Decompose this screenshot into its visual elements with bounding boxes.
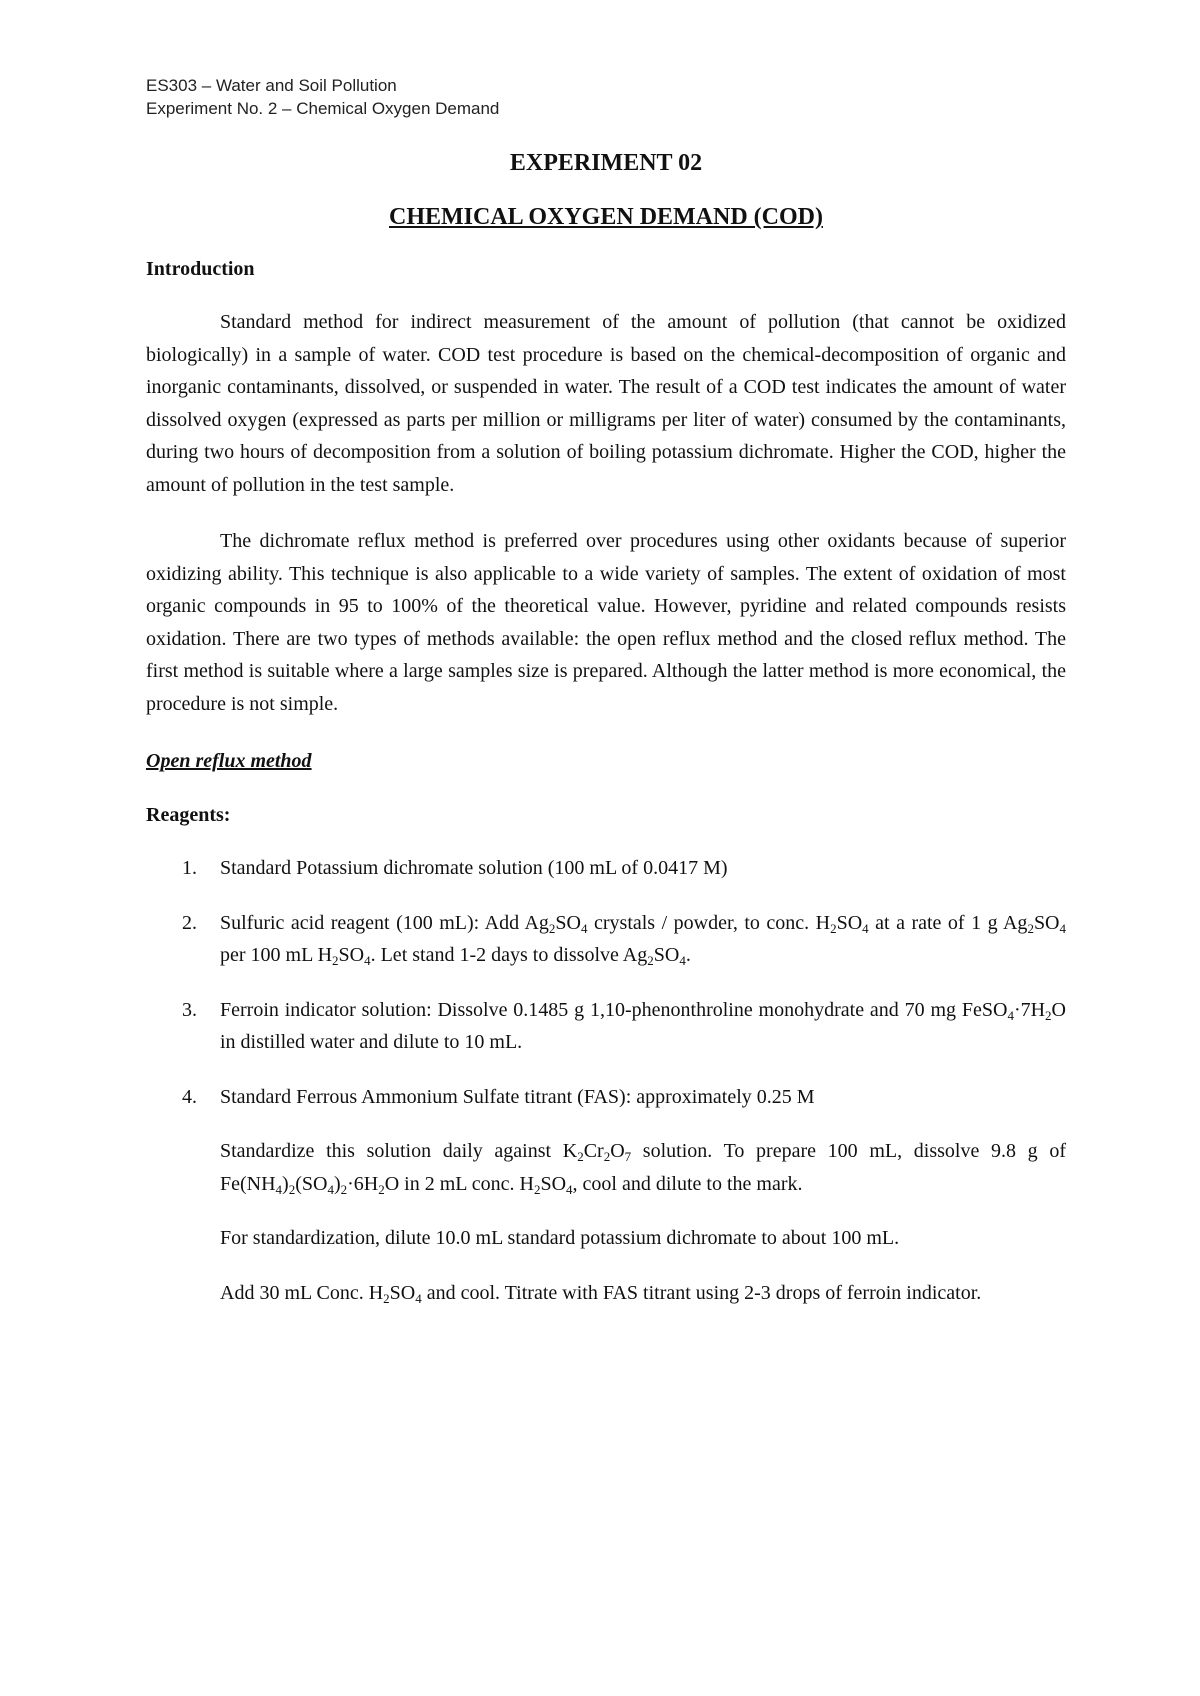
list-number: 4.: [182, 1085, 197, 1108]
fas-standardization-paragraph: For standardization, dilute 10.0 mL standard potassium dichromate to about 100 mL.: [220, 1227, 900, 1249]
reagent-item-2: [146, 907, 1066, 972]
experiment-header: Experiment No. 2 – Chemical Oxygen Demand: [146, 99, 500, 118]
list-number: 1.: [182, 857, 197, 879]
list-number: 2.: [182, 911, 197, 934]
introduction-paragraph-2: The dichromate reflux method is preferred over procedures using other oxidants because of superior oxidizing ability. This technique is also applicable to a wide variety of samples. The extent of oxidation of most organic compounds in 95 to 100% of the theoretical value. However, pyridine and related compounds resists oxidation. There are two types of methods available: the open reflux method and the closed reflux method. The first method is suitable where a large samples size is prepared. Although the latter method is more economical, the procedure is not simple.: [146, 530, 1066, 715]
reagent-item-3: [146, 994, 1066, 1059]
course-header: ES303 – Water and Soil Pollution: [146, 76, 397, 95]
fas-titrate-paragraph: Add 30 mL Conc. $H_2SO_4$ and cool. Titrate with FAS titrant using 2-3 drops of ferroin indicator.: [220, 1281, 982, 1306]
document-body: [146, 148, 1066, 1331]
list-number: 3.: [182, 998, 197, 1021]
reagent-item-1: [146, 852, 1066, 885]
reagent-item-4: [146, 1081, 1066, 1114]
running-header: [146, 74, 499, 120]
reagent-text: Sulfuric acid reagent (100 mL): Add $Ag_2SO_4$ crystals / powder, to conc. $H_2SO_4$ at a rate of 1 g $Ag_2SO_4$ per 100 mL $H_2SO_4$. Let stand 1-2 days to dissolve $Ag_2SO_4$.: [220, 911, 1067, 968]
reagents-heading: Reagents:: [146, 804, 231, 826]
reagent-text: Standard Ferrous Ammonium Sulfate titrant (FAS): approximately 0.25 M: [220, 1085, 815, 1108]
document-title: EXPERIMENT 02: [509, 150, 703, 176]
reagent-text: Standard Potassium dichromate solution (100 mL of 0.0417 M): [220, 857, 728, 879]
open-reflux-method-heading: Open reflux method: [146, 750, 312, 772]
document-subtitle: CHEMICAL OXYGEN DEMAND (COD): [389, 204, 823, 230]
reagents-list: [146, 852, 1066, 1113]
reagent-text: Ferroin indicator solution: Dissolve 0.1485 g 1,10-phenonthroline monohydrate and 70 mg $FeSO_4\cdot 7H_2O$ in distilled water and dilute to 10 mL.: [220, 998, 1066, 1053]
fas-standardize-paragraph: Standardize this solution daily against $K_2Cr_2O_7$ solution. To prepare 100 mL, dissolve 9.8 g of $Fe(NH_4)_2(SO_4)_2\cdot 6H_2O$ in 2 mL conc. $H_2SO_4$, cool and dilute to the mark.: [220, 1140, 1067, 1197]
introduction-paragraph-1: Standard method for indirect measurement of the amount of pollution (that cannot be oxidized biologically) in a sample of water. COD test procedure is based on the chemical-decomposition of organic and inorganic contaminants, dissolved, or suspended in water. The result of a COD test indicates the amount of water dissolved oxygen (expressed as parts per million or milligrams per liter of water) consumed by the contaminants, during two hours of decomposition from a solution of boiling potassium dichromate. Higher the COD, higher the amount of pollution in the test sample.: [146, 311, 1066, 496]
introduction-heading: Introduction: [146, 258, 255, 280]
